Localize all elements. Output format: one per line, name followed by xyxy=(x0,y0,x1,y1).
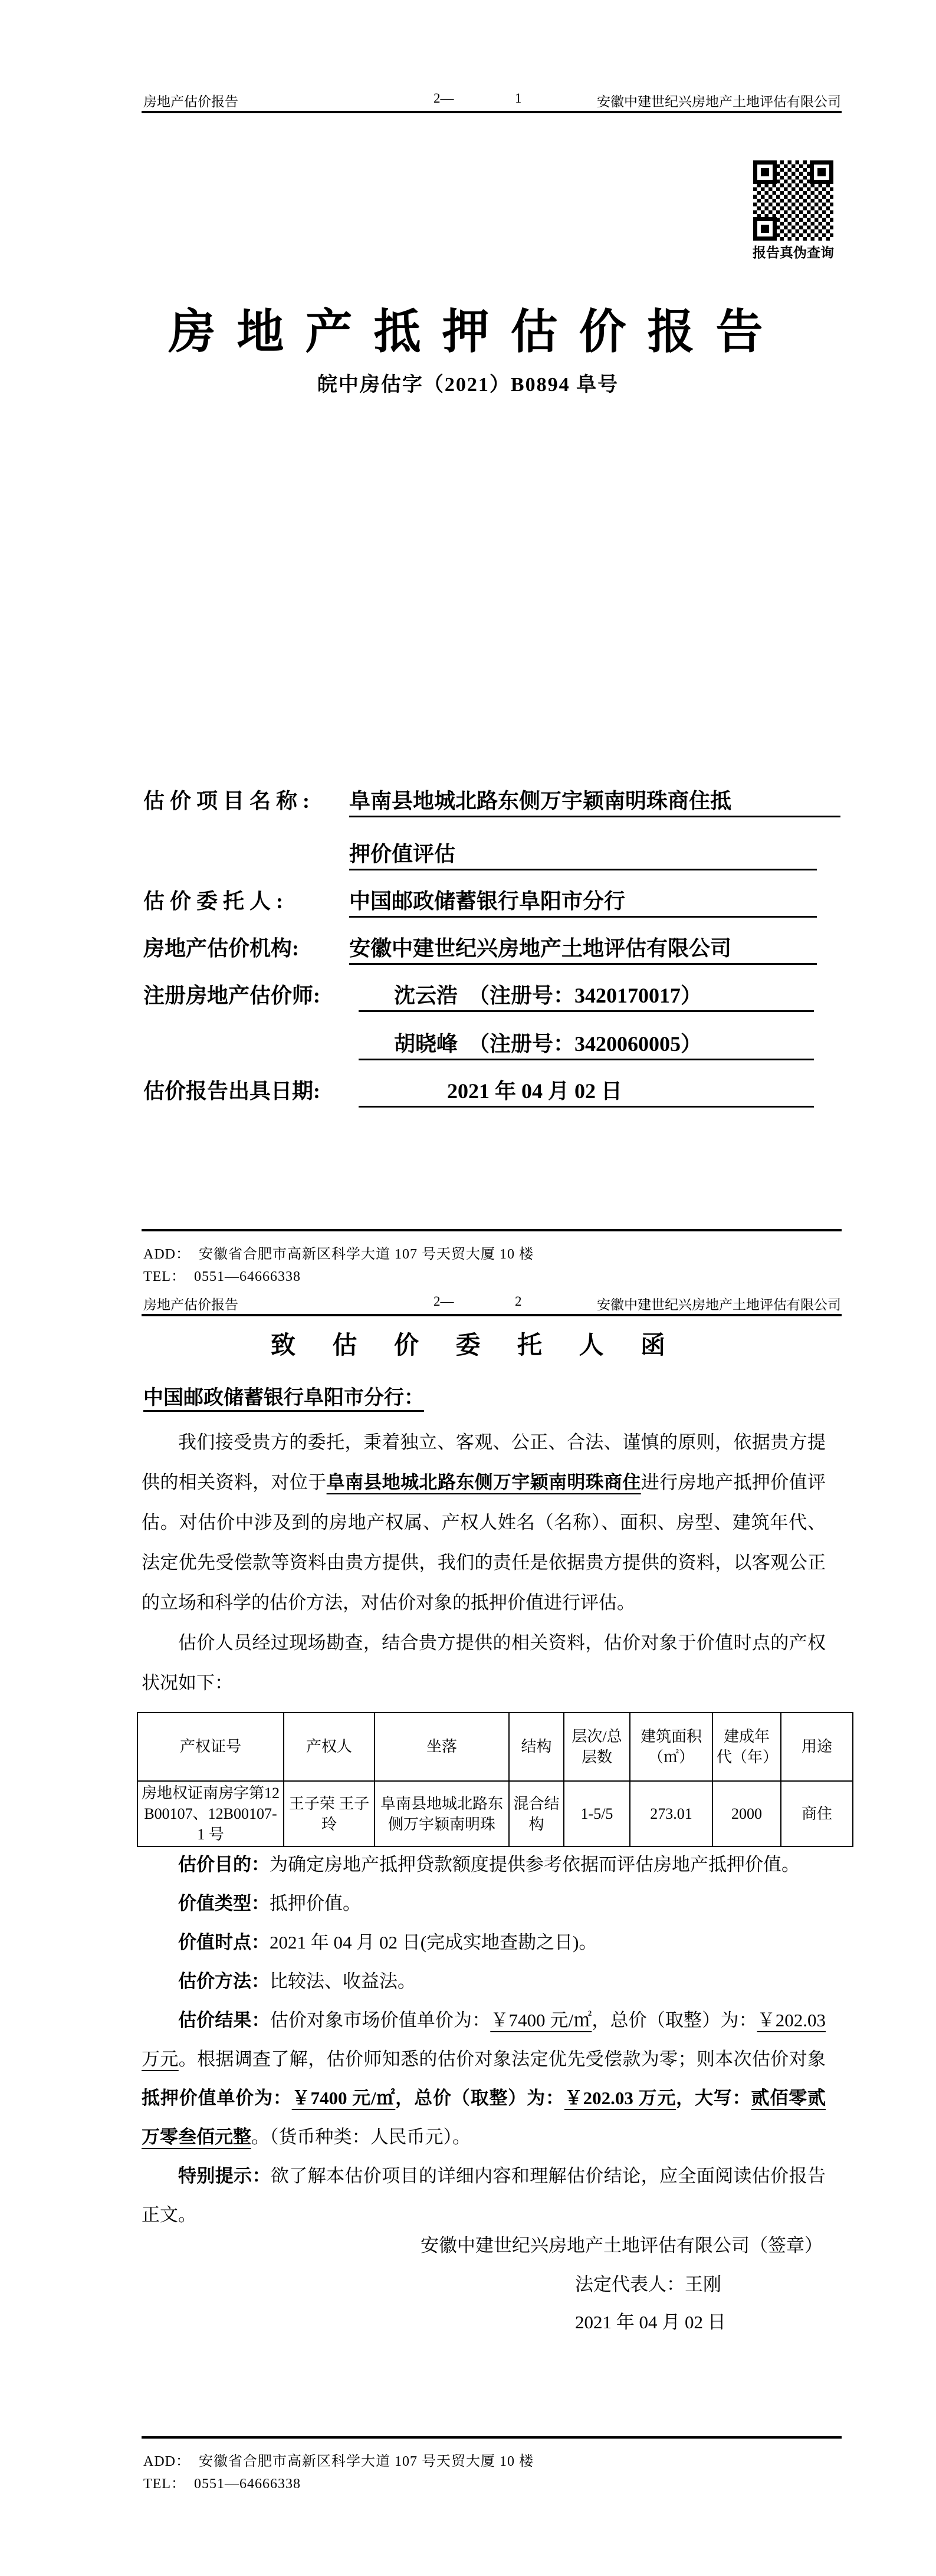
paragraph-commission: 我们接受贵方的委托，秉着独立、客观、公正、合法、谨慎的原则，依据贵方提供的相关资料，对位于阜南县地城北路东侧万宇颖南明珠商住进行房地产抵押价值评估。对估价中涉及到的房地产权属、产权人姓名（名称）、面积、房型、建筑年代、法定优先受偿款等资料由贵方提供，我们的责任是依据贵方提供的资料，以客观公正的立场和科学的估价方法，对估价对象的抵押价值进行评估。 xyxy=(142,1432,826,1613)
col-header-certificate-no: 产权证号 xyxy=(137,1713,284,1781)
field-value-client: 中国邮政储蓄银行阜阳市分行 xyxy=(349,885,817,918)
field-label-agency: 房地产估价机构: xyxy=(143,937,299,960)
letter-body-intro xyxy=(142,1422,826,1703)
footer-tel-label: TEL： xyxy=(143,1269,186,1284)
footer-address-label: ADD： xyxy=(143,1247,191,1262)
qr-finder-bottom-left-icon xyxy=(753,217,777,241)
cell-floor-area: 273.01 xyxy=(630,1781,712,1846)
col-header-owner: 产权人 xyxy=(284,1713,375,1781)
qr-caption: 报告真伪查询 xyxy=(753,245,834,260)
page1-running-header xyxy=(0,91,936,109)
field-value-project-name-line2: 押价值评估 xyxy=(349,837,817,870)
qr-finder-top-left-icon xyxy=(753,160,777,184)
letter-title: 致 估 价 委 托 人 函 xyxy=(270,1332,681,1359)
col-header-use: 用途 xyxy=(781,1713,853,1781)
paragraph-result: 估价结果：估价对象市场价值单价为：￥7400 元/㎡，总价（取整）为：￥202.03万元。根据调查了解，估价师知悉的估价对象法定优先受偿款为零；则本次估价对象抵押价值单价为：￥7400 元/㎡，总价（取整）为：￥202.03 万元，大写：贰佰零贰万零叁佰元整。（货币种类：人民币元）。 xyxy=(142,2010,826,2147)
field-value-appraiser-1: 沈云浩 （注册号：3420170017） xyxy=(359,979,814,1012)
cell-structure: 混合结构 xyxy=(509,1781,564,1846)
footer-tel-label: TEL： xyxy=(143,2476,186,2492)
footer-tel-value: 0551—64666338 xyxy=(193,2476,301,2492)
col-header-floor: 层次/总层数 xyxy=(564,1713,630,1781)
report-main-title: 房 地 产 抵 押 估 价 报 告 xyxy=(168,307,768,359)
header-page-number: 2 xyxy=(515,1294,522,1309)
qr-code xyxy=(753,160,833,241)
cell-year-built: 2000 xyxy=(712,1781,781,1846)
paragraph-special-note: 特别提示：欲了解本估价项目的详细内容和理解估价结论，应全面阅读估价报告正文。 xyxy=(142,2166,826,2225)
col-header-structure: 结构 xyxy=(509,1713,564,1781)
field-label-appraisers: 注册房地产估价师: xyxy=(143,984,320,1007)
field-value-appraiser-2: 胡晓峰 （注册号：3420060005） xyxy=(359,1027,814,1060)
field-label-client: 估 价 委 托 人 : xyxy=(143,889,283,913)
page2-running-header xyxy=(0,1294,936,1312)
paragraph-method: 估价方法：比较法、收益法。 xyxy=(178,1971,416,1992)
footer-tel-value: 0551—64666338 xyxy=(193,1269,301,1284)
footer-tel-line xyxy=(143,2472,301,2492)
letter-body-results xyxy=(142,1845,826,2235)
header-company-name: 安徽中建世纪兴房地产土地评估有限公司 xyxy=(597,1297,841,1312)
cell-floor: 1-5/5 xyxy=(564,1781,630,1846)
field-value-agency: 安徽中建世纪兴房地产土地评估有限公司 xyxy=(349,932,817,965)
field-value-project-name-line1: 阜南县地城北路东侧万宇颖南明珠商住抵 xyxy=(349,784,840,817)
header-company-name: 安徽中建世纪兴房地产土地评估有限公司 xyxy=(597,94,841,109)
cell-location: 阜南县地城北路东侧万宇颖南明珠 xyxy=(375,1781,509,1846)
header-doc-type: 房地产估价报告 xyxy=(143,1297,238,1312)
table-row xyxy=(137,1781,853,1846)
col-header-year-built: 建成年代（年） xyxy=(712,1713,781,1781)
table-header-row xyxy=(137,1713,853,1781)
footer-rule xyxy=(142,1229,842,1231)
paragraph-value-date: 价值时点：2021 年 04 月 02 日(完成实地查勘之日)。 xyxy=(178,1932,597,1953)
cell-certificate-no: 房地权证南房字第12B00107、12B00107-1 号 xyxy=(137,1781,284,1846)
footer-rule xyxy=(142,2436,842,2439)
signature-date: 2021 年 04 月 02 日 xyxy=(575,2312,726,2332)
qr-finder-top-right-icon xyxy=(810,160,833,184)
signature-legal-representative: 法定代表人：王刚 xyxy=(575,2274,721,2295)
letter-salutation: 中国邮政储蓄银行阜阳市分行： xyxy=(143,1387,424,1409)
paragraph-survey: 估价人员经过现场勘查，结合贵方提供的相关资料，估价对象于价值时点的产权状况如下： xyxy=(142,1632,826,1693)
footer-address-line xyxy=(143,1242,534,1263)
footer-tel-line xyxy=(143,1264,301,1285)
footer-address-line xyxy=(143,2449,534,2470)
footer-address-value: 安徽省合肥市高新区科学大道 107 号天贸大厦 10 楼 xyxy=(199,1247,534,1262)
page-2-letter xyxy=(0,1288,936,2576)
field-label-project-name: 估 价 项 目 名 称 : xyxy=(143,789,310,813)
footer-address-value: 安徽省合肥市高新区科学大道 107 号天贸大厦 10 楼 xyxy=(199,2454,534,2469)
report-doc-number: 皖中房估字（2021）B0894 阜号 xyxy=(317,374,619,396)
col-header-location: 坐落 xyxy=(375,1713,509,1781)
header-page-number: 1 xyxy=(515,91,522,106)
cell-owner: 王子荣 王子玲 xyxy=(284,1781,375,1846)
footer-address-label: ADD： xyxy=(143,2454,191,2469)
header-rule xyxy=(142,111,842,113)
paragraph-purpose: 估价目的：为确定房地产抵押贷款额度提供参考依据而评估房地产抵押价值。 xyxy=(178,1854,800,1875)
paragraph-value-type: 价值类型：抵押价值。 xyxy=(178,1893,361,1914)
header-page-prefix: 2— xyxy=(433,1294,454,1309)
property-rights-table xyxy=(137,1712,853,1847)
field-label-issue-date: 估价报告出具日期: xyxy=(143,1079,320,1103)
cell-use: 商住 xyxy=(781,1781,853,1846)
header-rule xyxy=(142,1314,842,1316)
field-value-issue-date: 2021 年 04 月 02 日 xyxy=(359,1075,814,1108)
header-page-prefix: 2— xyxy=(433,91,454,106)
signature-company: 安徽中建世纪兴房地产土地评估有限公司（签章） xyxy=(421,2235,823,2256)
header-doc-type: 房地产估价报告 xyxy=(143,94,238,109)
col-header-floor-area: 建筑面积（㎡） xyxy=(630,1713,712,1781)
